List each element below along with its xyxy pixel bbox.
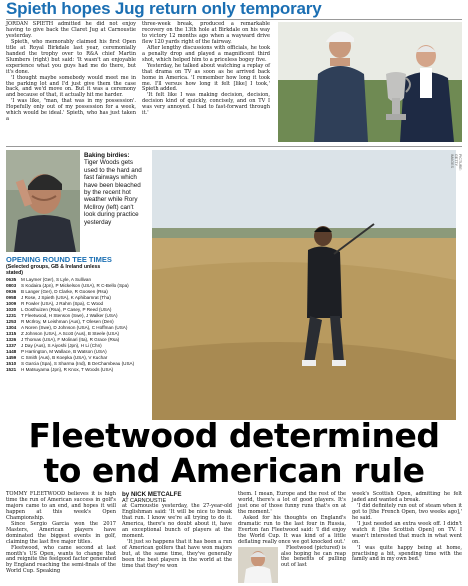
top-story-headline: Spieth hopes Jug return only temporary (6, 0, 322, 18)
tee-time: 1337 (6, 343, 17, 349)
tee-players: R Fowler (USA), J Rahm (Spa), C Wood (21, 301, 104, 307)
paragraph: Fleetwood (pictured) is also hoping he can reap the benefits of pulling out of last (281, 544, 346, 569)
photo-credit: PICTURE: GETTY IMAGES (450, 154, 462, 171)
tee-players: J Rose, J Spieth (USA), K Aphibarnrat (Tha) (21, 295, 111, 301)
paragraph: Spieth, who memorably claimed his first Open title at Royal Birkdale last year, ceremonially handed the trophy over to R&A chief Martin Slumbers (right) but said: 'It wasn't an enjoyable experience what you guys had me do there, but it's done. (6, 38, 136, 75)
tee-players: R McIlroy, M Leishman (Aus), T Olesen (Den) (21, 319, 114, 325)
main-story-column-4 (352, 492, 462, 563)
baking-caption (84, 152, 144, 226)
tee-time: 0803 (6, 283, 17, 289)
divider (6, 146, 462, 147)
tee-time: 1521 (6, 367, 17, 373)
tee-players: S Garcia (Spa), S Sharma (Ind), B DeChambeau (USA) (21, 361, 135, 367)
spieth-jug-photo-image (278, 22, 462, 142)
tee-players: M Laymer (Ger), S Lyle, A Sullivan (21, 277, 92, 283)
paragraph: 'I did definitely run out of steam when it got to [the French Open, two weeks ago],' he said. (352, 502, 462, 521)
tiger-woods-photo (152, 150, 456, 420)
headline-line-1: Fleetwood determined (28, 416, 440, 455)
tee-players: S Kodaira (Jpn), P Mickelson (USA), R C-Bello (Spa) (21, 283, 129, 289)
main-story-column-1 (6, 492, 116, 575)
tee-players: T Fleetwood, H Stenson (Swe), J Walker (USA) (21, 313, 118, 319)
tee-players: Z Johnson (USA), A Scott (Aus), B Steele (USA) (21, 331, 120, 337)
paragraph: 'I thought maybe somebody would meet me in the parking lot and I'd just give them the case back, and we'd move on. But it was a ceremony and because of that, it actually hit me harder. (6, 74, 136, 99)
mcilroy-photo-image (6, 150, 80, 252)
tee-time: 0958 (6, 295, 17, 301)
tee-players: A Noren (Swe), D Johnson (USA), C Hoffman (USA) (21, 325, 128, 331)
tee-times-title: OPENING ROUND TEE TIMES (6, 255, 112, 264)
tee-players: L Oosthuizen (Rsa), P Casey, P Reed (USA) (21, 307, 112, 313)
paragraph: 'It just so happens that it has been a run of American golfers that have won majors but, at the same time, they've generally been the best players in the world at the time that they've won (122, 539, 232, 569)
paragraph: After lengthy discussions with officials, he took a penalty drop and played a magnificent third shot, which helped him to a priceless bogey five. (142, 44, 270, 63)
paragraph: them. I mean, Europe and the rest of the world, there's a lot of good players. It's just one of those funny runs that's on at the moment.' (238, 491, 346, 515)
tee-players: C Smith (Aus), B Koepka (USA), V Kuchar (21, 355, 108, 361)
tee-time: 1009 (6, 301, 17, 307)
tee-players: B Langer (Ger), D Clarke, R Goosen (Rsa) (21, 289, 108, 295)
byline-place: AT CARNOUSTIE (122, 498, 167, 505)
tee-time: 1326 (6, 337, 17, 343)
tee-players: P Harrington, M Wallace, B Watson (USA) (21, 349, 107, 355)
paragraph: Since Sergio Garcia won the 2017 Masters, American players have dominated the biggest events in golf, claiming the last five major titles. (6, 520, 116, 545)
caption-title: Baking birdies: (84, 152, 130, 159)
tee-time: 1510 (6, 361, 17, 367)
spieth-jug-photo (278, 22, 462, 142)
paragraph: at Carnoustie yesterday, the 27-year-old Englishman said: 'It will be nice to break that run. I know we're all trying to do it. America, there's no doubt about it, have an exceptional bunch of players at the moment. (122, 503, 232, 540)
tee-time: 1020 (6, 307, 17, 313)
tee-time: 1459 (6, 355, 17, 361)
paragraph: three-week break, produced a remarkable recovery on the 13th hole at Birkdale on his way to victory 12 months ago when a wayward drive flew 120 yards right of the fairway. (142, 21, 270, 45)
fleetwood-photo (238, 547, 278, 583)
paragraph: Asked for his thoughts on England's dramatic run to the last four in Russia, Everton fan Fleetwood said: 'I did enjoy the World Cup. It was kind of a little deflating really once we got knocked out.' (238, 514, 346, 545)
tee-time: 0936 (6, 289, 17, 295)
main-story-column-3 (238, 492, 346, 584)
tee-time: 1315 (6, 331, 17, 337)
tee-time: 1231 (6, 313, 17, 319)
top-story-column-1 (6, 22, 136, 123)
tiger-woods-photo-image (152, 150, 456, 420)
top-story-column-2 (142, 22, 270, 117)
tee-time: 1304 (6, 325, 17, 331)
tee-players: J Thomas (USA), F Molinari (Ita), R Grace (Rsa) (21, 337, 120, 343)
paragraph: 'It felt like I was making decision, decision, decision kind of quickly, concisely, and on TV I was very annoyed. I had to fast-forward through it.' (142, 92, 270, 117)
tee-times-subtitle: (Selected groups, GB & Ireland unless stated) (6, 264, 101, 277)
paragraph: TOMMY FLEETWOOD believes it is high time the run of American success in golf's majors came to an end, and hopes it will happen at this week's Open Championship. (6, 491, 116, 521)
byline-name: by NICK METCALFE (122, 491, 182, 498)
headline-line-2: to end American rule (43, 451, 425, 490)
tee-times-list (6, 277, 135, 373)
tee-time: 0635 (6, 277, 17, 283)
caption-text: Tiger Woods gets used to the hard and fast fairways which have been bleached by the recent hot weather while Rory McIlroy (left) can't look during practice yesterday (84, 159, 142, 226)
paragraph: Yesterday, he talked about watching a replay of that drama on TV as soon as he arrived back home in America. 'I remember how long it took me. I'll versus how long it felt [like] I took,' Spieth added. (142, 62, 270, 93)
tee-players: H Matsuyama (Jpn), R Knox, T Woods (USA) (21, 367, 114, 373)
tee-time: 1448 (6, 349, 17, 355)
paragraph: 'I was like, "man, that was in my possession'. Hopefully only out of my possession for a week, which would be ideal.' Spieth, who has just taken a (6, 98, 136, 123)
fleetwood-photo-image (238, 547, 278, 583)
paragraph: Fleetwood, who came second at last month's US Open, wants to change that and reignite the feelgood factor generated by England reaching the semi-finals of the World Cup. Speaking (6, 544, 116, 575)
paragraph: week's Scottish Open, admitting he felt jaded and wanted a break. (352, 491, 462, 503)
main-story-column-2 (122, 492, 232, 570)
tee-times-box (6, 255, 135, 428)
paragraph: 'I just needed an extra week off. I didn't watch it [the Scottish Open] on TV. I wasn't interested that much in what went on. (352, 520, 462, 545)
tee-time: 1253 (6, 319, 17, 325)
mcilroy-photo (6, 150, 80, 252)
paragraph: 'I was quite happy being at home, practising a bit, spending time with the family and in my own bed.' (352, 544, 462, 563)
main-headline (6, 418, 462, 488)
tee-players: J Day (Aus), S Aiyoshi (Jpn), H Li (Chn) (21, 343, 102, 349)
divider (6, 19, 462, 20)
paragraph: JORDAN SPIETH admitted he did not enjoy having to give back the Claret Jug at Carnoustie yesterday. (6, 21, 136, 39)
tee-time-row (6, 367, 112, 373)
